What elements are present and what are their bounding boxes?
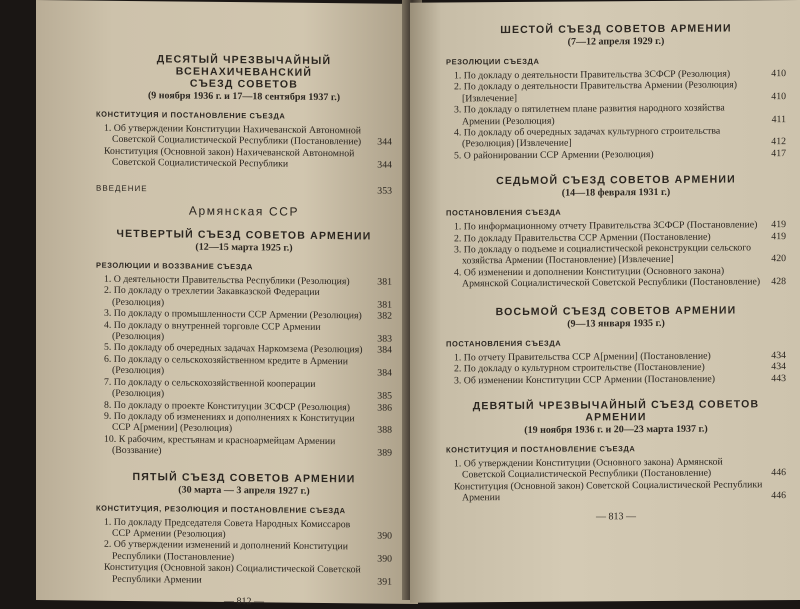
section-title: ШЕСТОЙ СЪЕЗД СОВЕТОВ АРМЕНИИ	[500, 22, 732, 37]
section-subheading: КОНСТИТУЦИЯ, РЕЗОЛЮЦИЯ И ПОСТАНОВЛЕНИЕ СЪЕЗДА	[96, 503, 346, 515]
entry-page: 446	[771, 467, 786, 479]
entry-page: 389	[377, 447, 392, 459]
toc-entry	[96, 319, 392, 345]
section-title: ДЕСЯТЫЙ ЧРЕЗВЫЧАЙНЫЙ ВСЕНАХИЧЕВАНСКИЙ	[156, 53, 332, 79]
right-page-content	[410, 0, 800, 523]
entry-text: 2. По докладу Правительства ССР Армении (Постановление)	[454, 231, 711, 245]
section-title: СЪЕЗД СОВЕТОВ	[189, 77, 299, 91]
entry-page: 419	[771, 230, 786, 242]
entry-page: 428	[771, 276, 786, 288]
toc-entry	[96, 123, 392, 149]
section-dates: (30 марта — 3 апреля 1927 г.)	[178, 484, 310, 497]
entry-page: 386	[377, 402, 392, 414]
entry-text: Конституция (Основной закон) Советской Социалистической Республики Армении	[454, 478, 763, 504]
section-title: ЧЕТВЕРТЫЙ СЪЕЗД СОВЕТОВ АРМЕНИИ	[116, 227, 372, 243]
entry-text: 7. По докладу о сельскохозяйственной кооперации (Резолюция)	[104, 376, 316, 400]
entry-text: 9. По докладу об изменениях и дополнениях к Конституции ССР А[рмении] (Резолюция)	[104, 410, 355, 435]
entry-page: 410	[771, 68, 786, 80]
entry-text: 6. По докладу о сельскохозяйственном кредите в Армении (Резолюция)	[104, 353, 349, 377]
entry-page: 353	[377, 185, 392, 197]
entry-page: 385	[377, 390, 392, 402]
entry-page: 412	[771, 136, 786, 148]
entry-page: 383	[377, 333, 392, 345]
entry-text: 1. По докладу Председателя Совета Народных Комиссаров ССР Армении (Резолюция)	[104, 516, 351, 540]
toc-entry	[446, 265, 786, 290]
entry-page: 411	[771, 113, 786, 125]
section-dates: (12—15 марта 1925 г.)	[195, 241, 293, 254]
entry-page: 417	[771, 147, 786, 160]
toc-entry	[96, 285, 392, 311]
entry-page: 381	[377, 299, 392, 311]
section-subheading: РЕЗОЛЮЦИИ СЪЕЗДА	[446, 56, 540, 67]
toc-entry	[446, 148, 786, 162]
toc-entry	[96, 516, 392, 542]
entry-text: 1. По информационному отчету Правительства ЗСФСР (Постановление)	[454, 219, 758, 233]
section-dates: (9—13 января 1935 г.)	[567, 317, 665, 330]
entry-page: 388	[377, 424, 392, 437]
entry-page: 384	[377, 367, 392, 380]
section-dates: (7—12 апреля 1929 г.)	[567, 35, 665, 48]
entry-page: 443	[771, 372, 786, 384]
page-number: — 813 —	[596, 510, 636, 522]
section-subheading: РЕЗОЛЮЦИИ И ВОЗЗВАНИЕ СЪЕЗДА	[96, 260, 253, 272]
toc-entry	[446, 479, 786, 504]
entry-page: 434	[771, 349, 786, 361]
part-title: Армянская ССР	[188, 203, 300, 219]
toc-entry	[96, 145, 392, 171]
toc-entry	[96, 539, 392, 565]
section-title: СЕДЬМОЙ СЪЕЗД СОВЕТОВ АРМЕНИИ	[496, 173, 736, 188]
entry-text: Конституция (Основной закон) Нахичеванской Автономной Советской Социалистической Республики	[104, 145, 355, 170]
section-title: ВОСЬМОЙ СЪЕЗД СОВЕТОВ АРМЕНИИ	[495, 304, 737, 318]
page-number: — 812 —	[224, 595, 264, 608]
left-page	[36, 0, 418, 608]
section-dates: (14—18 февраля 1931 г.)	[561, 187, 671, 199]
toc-entry	[96, 376, 392, 402]
entry-text: 4. Об изменении и дополнении Конституции (Основного закона) Армянской Социалистической Советской Республики (Постановление)	[454, 265, 761, 290]
right-page	[410, 0, 800, 603]
toc-entry	[446, 456, 786, 481]
entry-text: 2. Об утверждении изменений и дополнений Конституции Республики (Постановление)	[104, 539, 348, 563]
toc-entry	[96, 562, 392, 588]
entry-text: 3. Об изменении Конституции ССР Армении (Постановление)	[454, 373, 715, 386]
entry-text: 5. О районировании ССР Армении (Резолюция)	[454, 148, 654, 162]
entry-text: 1. По докладу о деятельности Правительства ЗСФСР (Резолюция)	[454, 68, 731, 82]
entry-page: 344	[377, 159, 392, 171]
entry-text: 1. Об утверждении Конституции Нахичеванской Автономной Советской Социалистической Республики (Постановление)	[104, 122, 362, 148]
entry-text: ВВЕДЕНИЕ	[96, 183, 148, 193]
entry-page: 419	[771, 219, 786, 231]
entry-page: 434	[771, 361, 786, 373]
entry-page: 381	[377, 276, 392, 288]
toc-entry	[96, 433, 392, 459]
section-dates: (9 ноября 1936 г. и 17—18 сентября 1937 г.)	[147, 90, 341, 104]
entry-page: 382	[377, 310, 392, 322]
entry-text: 10. К рабочим, крестьянам и красноармейцам Армении (Воззвание)	[104, 433, 336, 457]
section-dates: (19 ноября 1936 г. и 20—23 марта 1937 г.)	[524, 423, 708, 436]
entry-page: 384	[377, 345, 392, 357]
entry-page: 410	[771, 90, 786, 103]
entry-text: 1. О деятельности Правительства Республики (Резолюция)	[104, 273, 350, 288]
entry-text: 3. По докладу о подъеме и социалистической реконструкции сельского хозяйства Армении (Постановление) [Извлечение]	[454, 242, 751, 267]
entry-text: 2. По докладу о трехлетии Закавказской Федерации (Резолюция)	[104, 285, 320, 309]
section-subheading: КОНСТИТУЦИЯ И ПОСТАНОВЛЕНИЕ СЪЕЗДА	[446, 444, 636, 455]
section-subheading: ПОСТАНОВЛЕНИЯ СЪЕЗДА	[446, 207, 562, 218]
entry-text: 3. По докладу о пятилетнем плане развития народного хозяйства Армении (Резолюция)	[454, 102, 725, 127]
toc-entry	[96, 411, 392, 437]
section-title: ДЕВЯТЫЙ ЧРЕЗВЫЧАЙНЫЙ СЪЕЗД СОВЕТОВ АРМЕНИИ	[472, 398, 760, 424]
toc-entry	[446, 102, 786, 127]
section-title: ПЯТЫЙ СЪЕЗД СОВЕТОВ АРМЕНИИ	[132, 470, 356, 485]
entry-text: 5. По докладу об очередных задачах Наркомзема (Резолюция)	[104, 342, 363, 356]
section-subheading: ПОСТАНОВЛЕНИЯ СЪЕЗДА	[446, 338, 562, 349]
entry-page: 391	[377, 576, 392, 588]
entry-page: 390	[377, 553, 392, 565]
section-subheading: КОНСТИТУЦИЯ И ПОСТАНОВЛЕНИЕ СЪЕЗДА	[96, 109, 286, 121]
entry-text: 4. По докладу о внутренней торговле ССР Армении (Резолюция)	[104, 319, 321, 343]
entry-page: 420	[771, 253, 786, 265]
toc-entry	[446, 125, 786, 150]
toc-entry	[446, 80, 786, 105]
entry-text: 2. По докладу о деятельности Правительства Армении (Резолюция) [Извлечение]	[454, 79, 738, 105]
toc-entry	[446, 242, 786, 267]
entry-text: 1. Об утверждении Конституции (Основного закона) Армянской Советской Социалистической Республики (Постановление)	[454, 456, 723, 481]
entry-page: 446	[771, 490, 786, 502]
left-page-content	[36, 0, 418, 609]
entry-text: 2. По докладу о культурном строительстве (Постановление)	[454, 361, 705, 375]
entry-text: 3. По докладу о промышленности ССР Армении (Резолюция)	[104, 307, 362, 322]
entry-page: 390	[377, 530, 392, 542]
entry-text: 1. По отчету Правительства ССР А[рмении] (Постановление)	[454, 350, 711, 364]
toc-entry	[446, 373, 786, 387]
toc-entry-intro	[96, 182, 392, 197]
entry-text: 4. По докладу об очередных задачах культурного строительства (Резолюция) [Извлечение]	[454, 125, 721, 150]
toc-entry	[96, 354, 392, 380]
entry-page: 344	[377, 136, 392, 149]
entry-text: 8. По докладу о проекте Конституции ЗСФСР (Резолюция)	[104, 399, 350, 413]
entry-text: Конституция (Основной закон) Социалистической Советской Республики Армении	[104, 561, 361, 586]
